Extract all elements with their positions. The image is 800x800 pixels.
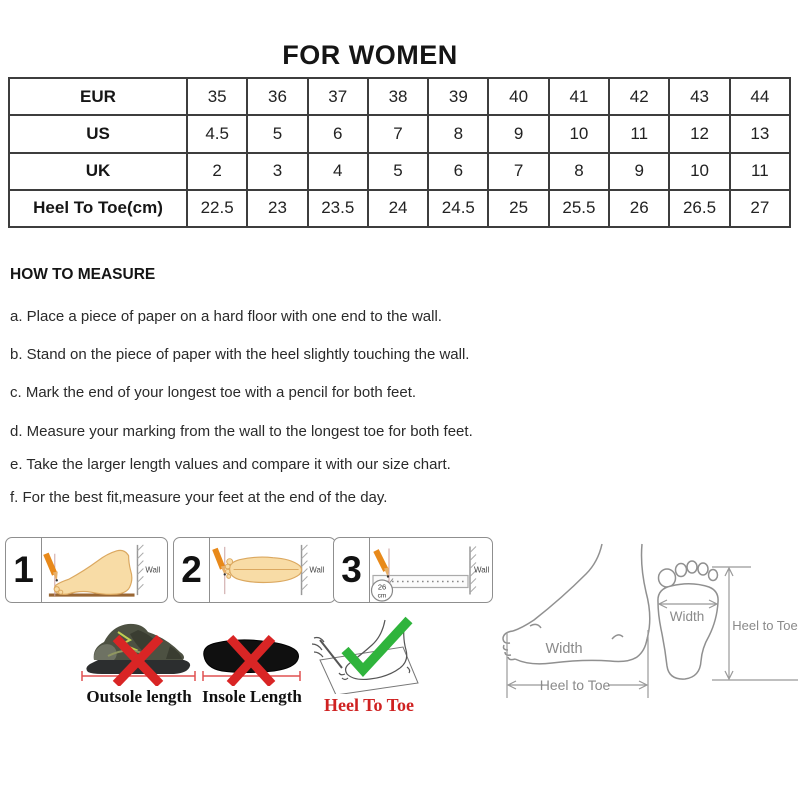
wrong-example-outsole	[78, 616, 200, 707]
foot-sole-sketch	[646, 540, 800, 690]
width-label: Width	[669, 609, 705, 624]
size-cell: 13	[730, 115, 790, 152]
size-cell: 6	[428, 153, 488, 190]
size-cell: 10	[669, 153, 729, 190]
size-cell: 27	[730, 190, 790, 227]
size-cell: 6	[308, 115, 368, 152]
size-cell: 24.5	[428, 190, 488, 227]
size-cell: 26	[609, 190, 669, 227]
measure-step-box-2	[173, 537, 336, 603]
toe-shape	[227, 574, 231, 578]
toe-shape	[225, 564, 230, 569]
size-cell: 40	[488, 78, 548, 115]
size-cell: 5	[247, 115, 307, 152]
size-cell: 25	[488, 190, 548, 227]
measure-step-f: f. For the best fit,measure your feet at the end of the day.	[10, 489, 388, 506]
wall-label: Wall	[474, 565, 490, 575]
table-row-eur	[9, 78, 790, 115]
size-cell: 38	[368, 78, 428, 115]
ruler-measure-illustration	[370, 538, 492, 602]
foot-side-shape	[54, 550, 132, 594]
insole-length-label: Insole Length	[202, 687, 302, 706]
step-number-3: 3	[334, 538, 370, 602]
wall-hatch	[137, 545, 143, 590]
measure-step-d: d. Measure your marking from the wall to the longest toe for both feet.	[10, 423, 473, 440]
size-cell: 5	[368, 153, 428, 190]
pencil-icon	[376, 551, 389, 578]
size-cell: 24	[368, 190, 428, 227]
size-cell: 26.5	[669, 190, 729, 227]
foot-side-sketch	[496, 540, 660, 702]
shoe-toe-cap	[94, 644, 117, 660]
size-cell: 11	[730, 153, 790, 190]
toe-shape	[59, 590, 63, 594]
size-cell: 23.5	[308, 190, 368, 227]
wrong-example-insole	[196, 616, 308, 707]
toe-shape	[226, 569, 230, 573]
table-row-uk	[9, 153, 790, 190]
pencil-icon	[46, 554, 58, 582]
sole-outline	[658, 584, 718, 679]
row-label: EUR	[9, 78, 187, 115]
size-cell: 4.5	[187, 115, 247, 152]
measure-step-e: e. Take the larger length values and compare it with our size chart.	[10, 456, 451, 473]
size-cell: 36	[247, 78, 307, 115]
ruler-reading-value: 26	[377, 582, 387, 592]
wall-label: Wall	[145, 565, 161, 575]
size-cell: 2	[187, 153, 247, 190]
heel-to-toe-arrow-label: Heel to Toe	[539, 677, 611, 693]
size-cell: 44	[730, 78, 790, 115]
size-cell: 12	[669, 115, 729, 152]
size-cell: 7	[368, 115, 428, 152]
wall-label: Wall	[309, 565, 325, 575]
correct-example-heel-to-toe	[312, 612, 426, 716]
table-row-heel-to-toe	[9, 190, 790, 227]
foot-side-measure-illustration	[42, 538, 167, 602]
toe-shape	[227, 559, 233, 565]
measure-step-b: b. Stand on the piece of paper with the heel slightly touching the wall.	[10, 346, 470, 363]
size-cell: 23	[247, 190, 307, 227]
footprint-measure-illustration	[210, 538, 335, 602]
size-cell: 35	[187, 78, 247, 115]
heel-to-toe-arrow-label: Heel to Toe	[732, 618, 798, 633]
size-cell: 37	[308, 78, 368, 115]
paper-sheet	[320, 647, 418, 694]
how-to-measure-heading: HOW TO MEASURE	[10, 266, 156, 283]
row-label: Heel To Toe(cm)	[9, 190, 187, 227]
wall-hatch	[302, 545, 308, 590]
shoe-illustration	[78, 616, 200, 686]
size-cell: 10	[549, 115, 609, 152]
row-label: US	[9, 115, 187, 152]
size-cell: 8	[428, 115, 488, 152]
ruler-reading-unit: cm	[377, 592, 387, 600]
measure-step-box-1	[5, 537, 168, 603]
size-cell: 7	[488, 153, 548, 190]
size-cell: 9	[609, 153, 669, 190]
size-cell: 9	[488, 115, 548, 152]
insole-illustration	[196, 616, 308, 686]
size-cell: 22.5	[187, 190, 247, 227]
measure-step-c: c. Mark the end of your longest toe with a pencil for both feet.	[10, 384, 417, 401]
size-cell: 3	[247, 153, 307, 190]
size-table	[8, 77, 791, 228]
foot-marking-illustration	[312, 612, 426, 694]
row-label: UK	[9, 153, 187, 190]
size-cell: 8	[549, 153, 609, 190]
step-number-2: 2	[174, 538, 210, 602]
step-number-1: 1	[6, 538, 42, 602]
size-cell: 25.5	[549, 190, 609, 227]
table-row-us	[9, 115, 790, 152]
page-title: FOR WOMEN	[282, 40, 458, 70]
size-cell: 42	[609, 78, 669, 115]
size-cell: 41	[549, 78, 609, 115]
measure-step-a: a. Place a piece of paper on a hard floor with one end to the wall.	[10, 308, 442, 325]
size-cell: 11	[609, 115, 669, 152]
size-cell: 4	[308, 153, 368, 190]
width-label: Width	[545, 641, 583, 657]
size-cell: 43	[669, 78, 729, 115]
measure-step-box-3	[333, 537, 493, 603]
heel-to-toe-label: Heel To Toe	[323, 695, 415, 715]
outsole-length-label: Outsole length	[86, 687, 192, 706]
size-cell: 39	[428, 78, 488, 115]
